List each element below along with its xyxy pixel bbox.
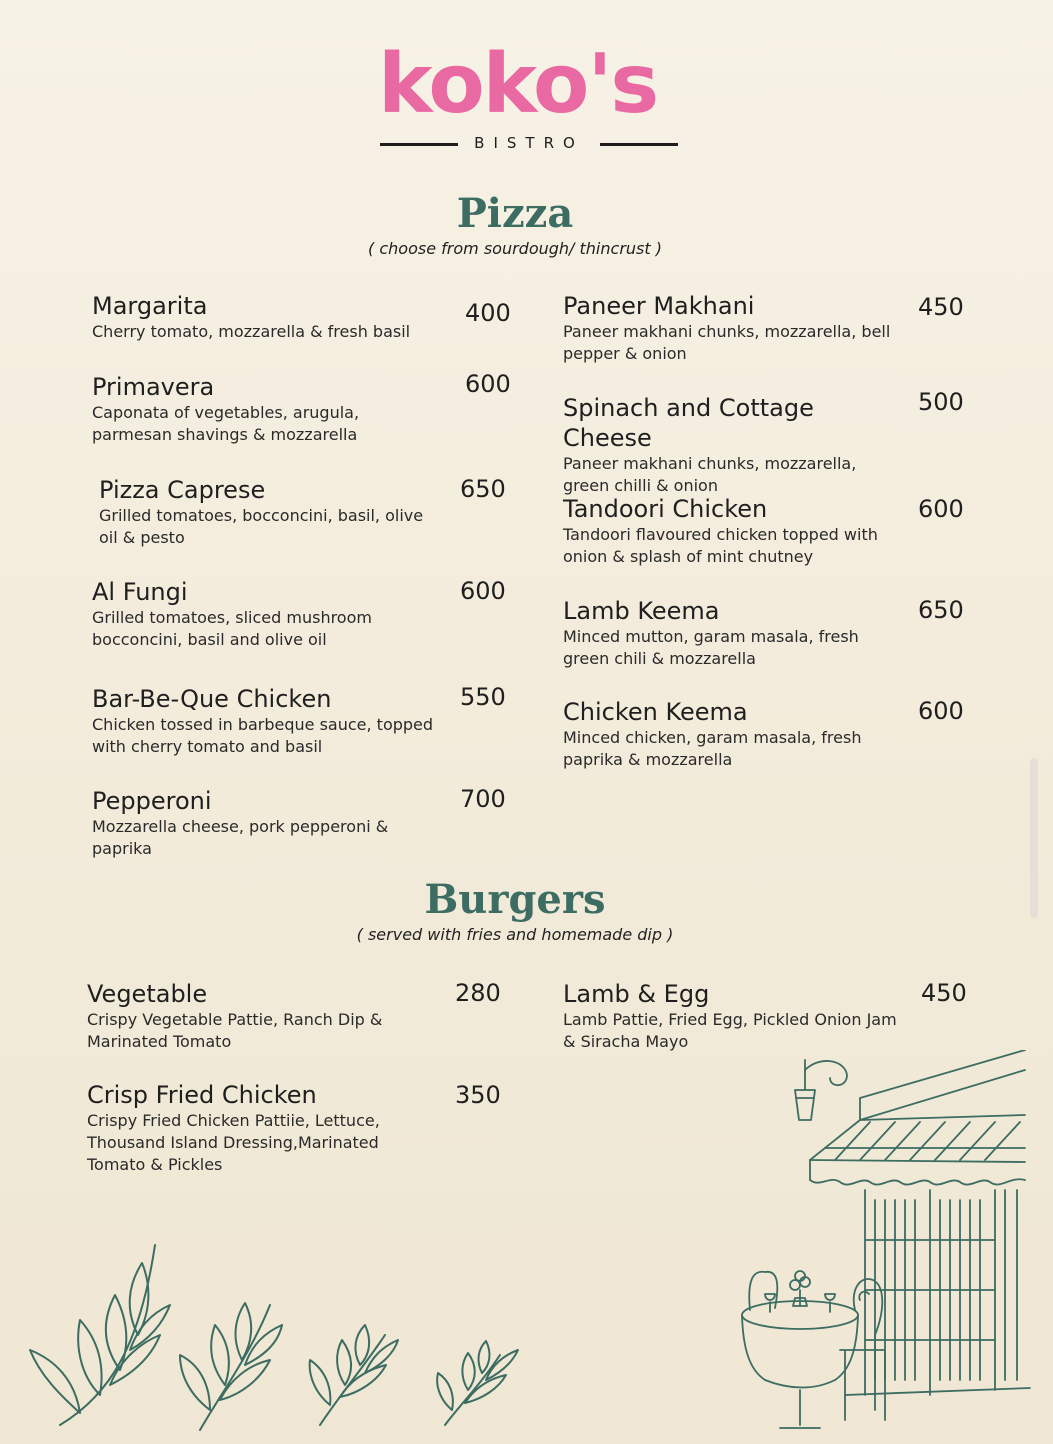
item-name: Al Fungi — [92, 578, 188, 606]
item-description: Chicken tossed in barbeque sauce, topped with cherry tomato and basil — [92, 715, 434, 756]
menu-item — [563, 494, 893, 568]
item-price: 650 — [918, 596, 964, 624]
section-title-pizza: Pizza — [456, 190, 574, 237]
item-price: 600 — [918, 697, 964, 725]
menu-item — [99, 475, 444, 549]
logo-sub-row — [378, 134, 680, 154]
item-price: 600 — [465, 370, 511, 398]
item-description: Paneer makhani chunks, mozzarella, green chilli & onion — [563, 454, 857, 495]
item-name: Bar-Be-Que Chicken — [92, 685, 332, 713]
cafe-storefront-illustration — [735, 1050, 1035, 1435]
item-price: 400 — [465, 299, 511, 327]
item-price: 350 — [455, 1081, 501, 1109]
logo-word: koko's — [378, 37, 658, 132]
item-description: Caponata of vegetables, arugula, parmesan shavings & mozzarella — [92, 403, 360, 444]
menu-item — [92, 577, 392, 651]
logo-subtitle: BISTRO — [474, 134, 584, 152]
item-description: Paneer makhani chunks, mozzarella, bell pepper & onion — [563, 322, 891, 363]
menu-item — [92, 786, 392, 860]
section-subtitle-pizza: ( choose from sourdough/ thincrust ) — [368, 239, 662, 258]
item-name: Primavera — [92, 373, 215, 401]
item-price: 550 — [460, 683, 506, 711]
item-description: Minced chicken, garam masala, fresh paprika & mozzarella — [563, 728, 862, 769]
bistro-logo — [378, 37, 683, 152]
logo-rule-left — [380, 143, 458, 146]
item-name: Tandoori Chicken — [563, 495, 768, 523]
menu-item — [563, 979, 908, 1053]
menu-item — [563, 291, 893, 365]
menu-item — [92, 372, 392, 446]
item-description: Mozzarella cheese, pork pepperoni & paprika — [92, 817, 389, 858]
leaf-sprigs-illustration — [20, 1225, 540, 1435]
item-name: Paneer Makhani — [563, 292, 755, 320]
item-name: Crisp Fried Chicken — [87, 1081, 317, 1109]
item-price: 650 — [460, 475, 506, 503]
item-description: Lamb Pattie, Fried Egg, Pickled Onion Jam & Siracha Mayo — [563, 1010, 897, 1051]
scrollbar[interactable] — [1030, 758, 1038, 918]
item-price: 700 — [460, 785, 506, 813]
menu-item — [92, 291, 432, 343]
item-price: 280 — [455, 979, 501, 1007]
menu-item — [87, 979, 417, 1053]
menu-item — [563, 596, 873, 670]
logo-rule-right — [600, 143, 678, 146]
item-description: Cherry tomato, mozzarella & fresh basil — [92, 322, 411, 341]
section-title-burgers: Burgers — [424, 876, 606, 923]
item-name: Lamb Keema — [563, 597, 720, 625]
item-name: Spinach and Cottage Cheese — [563, 394, 814, 452]
item-description: Minced mutton, garam masala, fresh green chili & mozzarella — [563, 627, 859, 668]
item-description: Grilled tomatoes, sliced mushroom bocconcini, basil and olive oil — [92, 608, 372, 649]
item-description: Grilled tomatoes, bocconcini, basil, olive oil & pesto — [99, 506, 424, 547]
item-name: Chicken Keema — [563, 698, 748, 726]
item-price: 500 — [918, 388, 964, 416]
item-name: Vegetable — [87, 980, 208, 1008]
item-price: 450 — [918, 293, 964, 321]
item-description: Tandoori flavoured chicken topped with onion & splash of mint chutney — [563, 525, 878, 566]
item-price: 600 — [460, 577, 506, 605]
item-price: 450 — [921, 979, 967, 1007]
item-description: Crispy Fried Chicken Pattiie, Lettuce, Thousand Island Dressing,Marinated Tomato & Pickles — [87, 1111, 380, 1174]
item-name: Lamb & Egg — [563, 980, 710, 1008]
item-name: Pepperoni — [92, 787, 212, 815]
item-name: Pizza Caprese — [99, 476, 266, 504]
item-name: Margarita — [92, 292, 208, 320]
section-subtitle-burgers: ( served with fries and homemade dip ) — [356, 925, 674, 944]
item-description: Crispy Vegetable Pattie, Ranch Dip & Marinated Tomato — [87, 1010, 383, 1051]
menu-item — [563, 393, 903, 497]
item-price: 600 — [918, 495, 964, 523]
menu-item — [87, 1080, 442, 1176]
menu-item — [92, 684, 437, 758]
menu-item — [563, 697, 873, 771]
